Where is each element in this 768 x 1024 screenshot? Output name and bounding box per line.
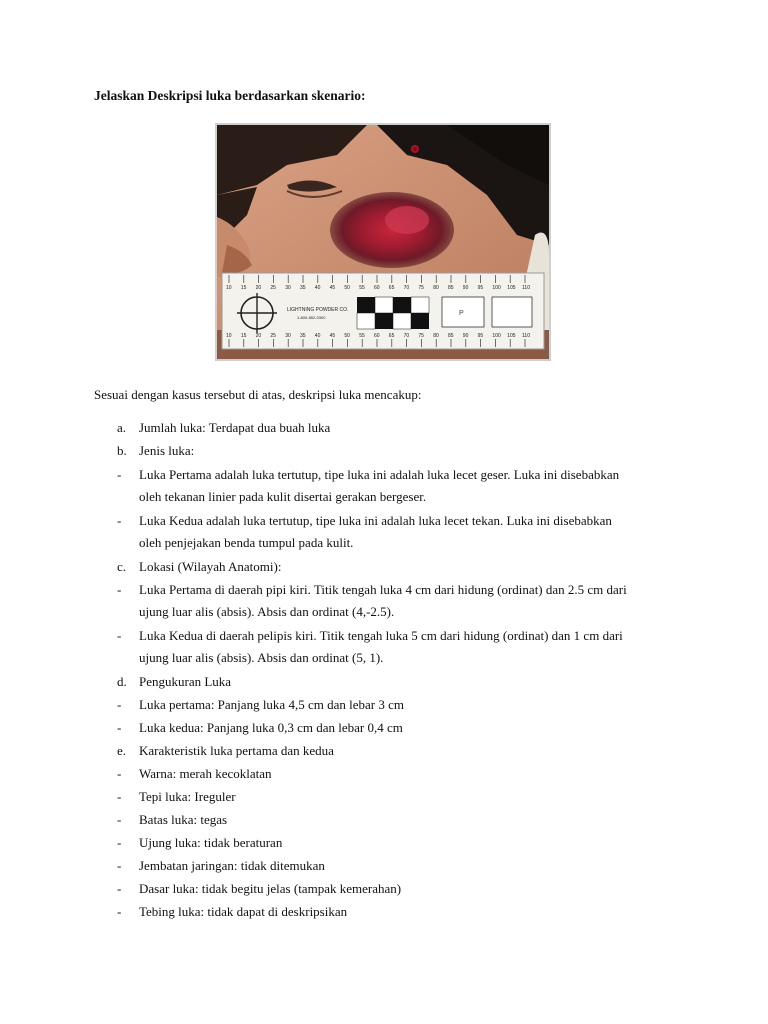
ruler-bottom-label: 40 <box>314 333 321 339</box>
ruler-top-label: 90 <box>462 285 469 291</box>
ruler-bottom-label: 90 <box>462 333 469 339</box>
ruler-bottom-label: 110 <box>522 333 530 339</box>
list-item-text: Luka Pertama di daerah pipi kiri. Titik tengah luka 4 cm dari hidung (ordinat) dan 2.5 cm dari <box>139 582 627 597</box>
ruler-top-label: 95 <box>477 285 484 291</box>
list-item-text: Karakteristik luka pertama dan kedua <box>139 743 334 758</box>
list-item-text: Pengukuran Luka <box>139 674 232 689</box>
ruler-bottom-label: 80 <box>433 333 439 339</box>
list-item-text-continued: ujung luar alis (absis). Absis dan ordinat (5, 1). <box>139 650 384 665</box>
ruler-bottom-label: 55 <box>359 333 365 339</box>
list-item-text: Tepi luka: Ireguler <box>139 789 236 804</box>
list-item-text: Jembatan jaringan: tidak ditemukan <box>139 858 325 873</box>
ruler-top-label: 55 <box>359 285 365 291</box>
ruler-top-label: 85 <box>448 285 454 291</box>
list-marker: - <box>117 720 122 735</box>
list-marker: - <box>117 881 122 896</box>
ruler-bottom-label: 105 <box>507 333 516 339</box>
list-marker: - <box>117 582 122 597</box>
ruler-bottom-label: 85 <box>448 333 454 339</box>
list-marker: - <box>117 513 122 528</box>
ruler-top-label: 100 <box>492 285 501 291</box>
list-marker: - <box>117 835 122 850</box>
ruler-bottom-label: 50 <box>344 333 350 339</box>
list-marker: - <box>117 812 122 827</box>
ruler-bottom-label: 25 <box>270 333 276 339</box>
forensic-ruler <box>222 273 544 349</box>
ruler-top-label: 25 <box>270 285 276 291</box>
ruler-top-label: 30 <box>285 285 291 291</box>
list-item-text: Luka kedua: Panjang luka 0,3 cm dan lebar 0,4 cm <box>139 720 403 735</box>
list-marker: - <box>117 904 122 919</box>
list-item-text-continued: oleh tekanan linier pada kulit disertai gerakan bergeser. <box>139 489 427 504</box>
list-marker: - <box>117 789 122 804</box>
ruler-center-mark: P <box>459 310 464 317</box>
ruler-bottom-label: 95 <box>477 333 484 339</box>
list-item-text: Luka pertama: Panjang luka 4,5 cm dan lebar 3 cm <box>139 697 404 712</box>
list-marker: - <box>117 697 122 712</box>
wound-photo <box>215 123 551 361</box>
ruler-top-label: 65 <box>388 285 395 291</box>
list-marker: - <box>117 467 122 482</box>
ruler-top-label: 45 <box>329 285 336 291</box>
ruler-bottom-label: 75 <box>418 333 424 339</box>
list-item-text: Luka Kedua di daerah pelipis kiri. Titik tengah luka 5 cm dari hidung (ordinat) dan 1 cm dari <box>139 628 623 643</box>
ruler-bottom-label: 35 <box>300 333 306 339</box>
list-item-text: Luka Kedua adalah luka tertutup, tipe luka ini adalah luka lecet tekan. Luka ini disebabkan <box>139 513 612 528</box>
ruler-top-label: 15 <box>240 285 247 291</box>
list-marker: d. <box>117 674 127 689</box>
wound-photo-illustration <box>217 125 549 359</box>
list-item-text: Batas luka: tegas <box>139 812 228 827</box>
ruler-top-label: 60 <box>374 285 380 291</box>
ruler-phone: 1-800-852-0300 <box>297 315 326 320</box>
ruler-bottom-label: 30 <box>285 333 291 339</box>
list-item-text-continued: oleh penjejakan benda tumpul pada kulit. <box>139 535 354 550</box>
ruler-top-label: 35 <box>300 285 306 291</box>
list-item-text: Tebing luka: tidak dapat di deskripsikan <box>139 904 348 919</box>
ruler-bottom-label: 70 <box>403 333 410 339</box>
list-marker: b. <box>117 443 127 458</box>
ruler-top-label: 70 <box>403 285 410 291</box>
ruler-top-label: 105 <box>507 285 516 291</box>
list-marker: - <box>117 766 122 781</box>
ruler-bottom-label: 45 <box>329 333 336 339</box>
ruler-top-label: 50 <box>344 285 350 291</box>
ruler-top-label: 75 <box>418 285 424 291</box>
list-marker: e. <box>117 743 127 758</box>
ruler-top-label: 80 <box>433 285 439 291</box>
list-marker: - <box>117 628 122 643</box>
list-item-text: Dasar luka: tidak begitu jelas (tampak kemerahan) <box>139 881 402 896</box>
list-item-text: Luka Pertama adalah luka tertutup, tipe luka ini adalah luka lecet geser. Luka ini disebabkan <box>139 467 620 482</box>
list-item-text: Lokasi (Wilayah Anatomi): <box>139 559 282 574</box>
ruler-top-label: 110 <box>522 285 530 291</box>
ruler-bottom-label: 100 <box>492 333 501 339</box>
list-item-text: Jumlah luka: Terdapat dua buah luka <box>139 420 331 435</box>
ruler-bottom-label: 15 <box>240 333 247 339</box>
intro-text: Sesuai dengan kasus tersebut di atas, deskripsi luka mencakup: <box>94 387 422 402</box>
list-item-text-continued: ujung luar alis (absis). Absis dan ordinat (4,-2.5). <box>139 604 395 619</box>
list-marker: a. <box>117 420 127 435</box>
ruler-top-label: 10 <box>226 285 232 291</box>
ruler-bottom-label: 20 <box>255 333 262 339</box>
ruler-bottom-label: 60 <box>374 333 380 339</box>
document-heading: Jelaskan Deskripsi luka berdasarkan skenario: <box>94 88 366 103</box>
list-marker: c. <box>117 559 127 574</box>
ruler-top-label: 40 <box>314 285 321 291</box>
ruler-brand: LIGHTNING POWDER CO. <box>287 307 349 313</box>
list-item-text: Jenis luka: <box>139 443 195 458</box>
ruler-bottom-label: 10 <box>226 333 232 339</box>
list-item-text: Ujung luka: tidak beraturan <box>139 835 283 850</box>
list-item-text: Warna: merah kecoklatan <box>139 766 272 781</box>
list-marker: - <box>117 858 122 873</box>
ruler-bottom-label: 65 <box>388 333 395 339</box>
ruler-top-label: 20 <box>255 285 262 291</box>
